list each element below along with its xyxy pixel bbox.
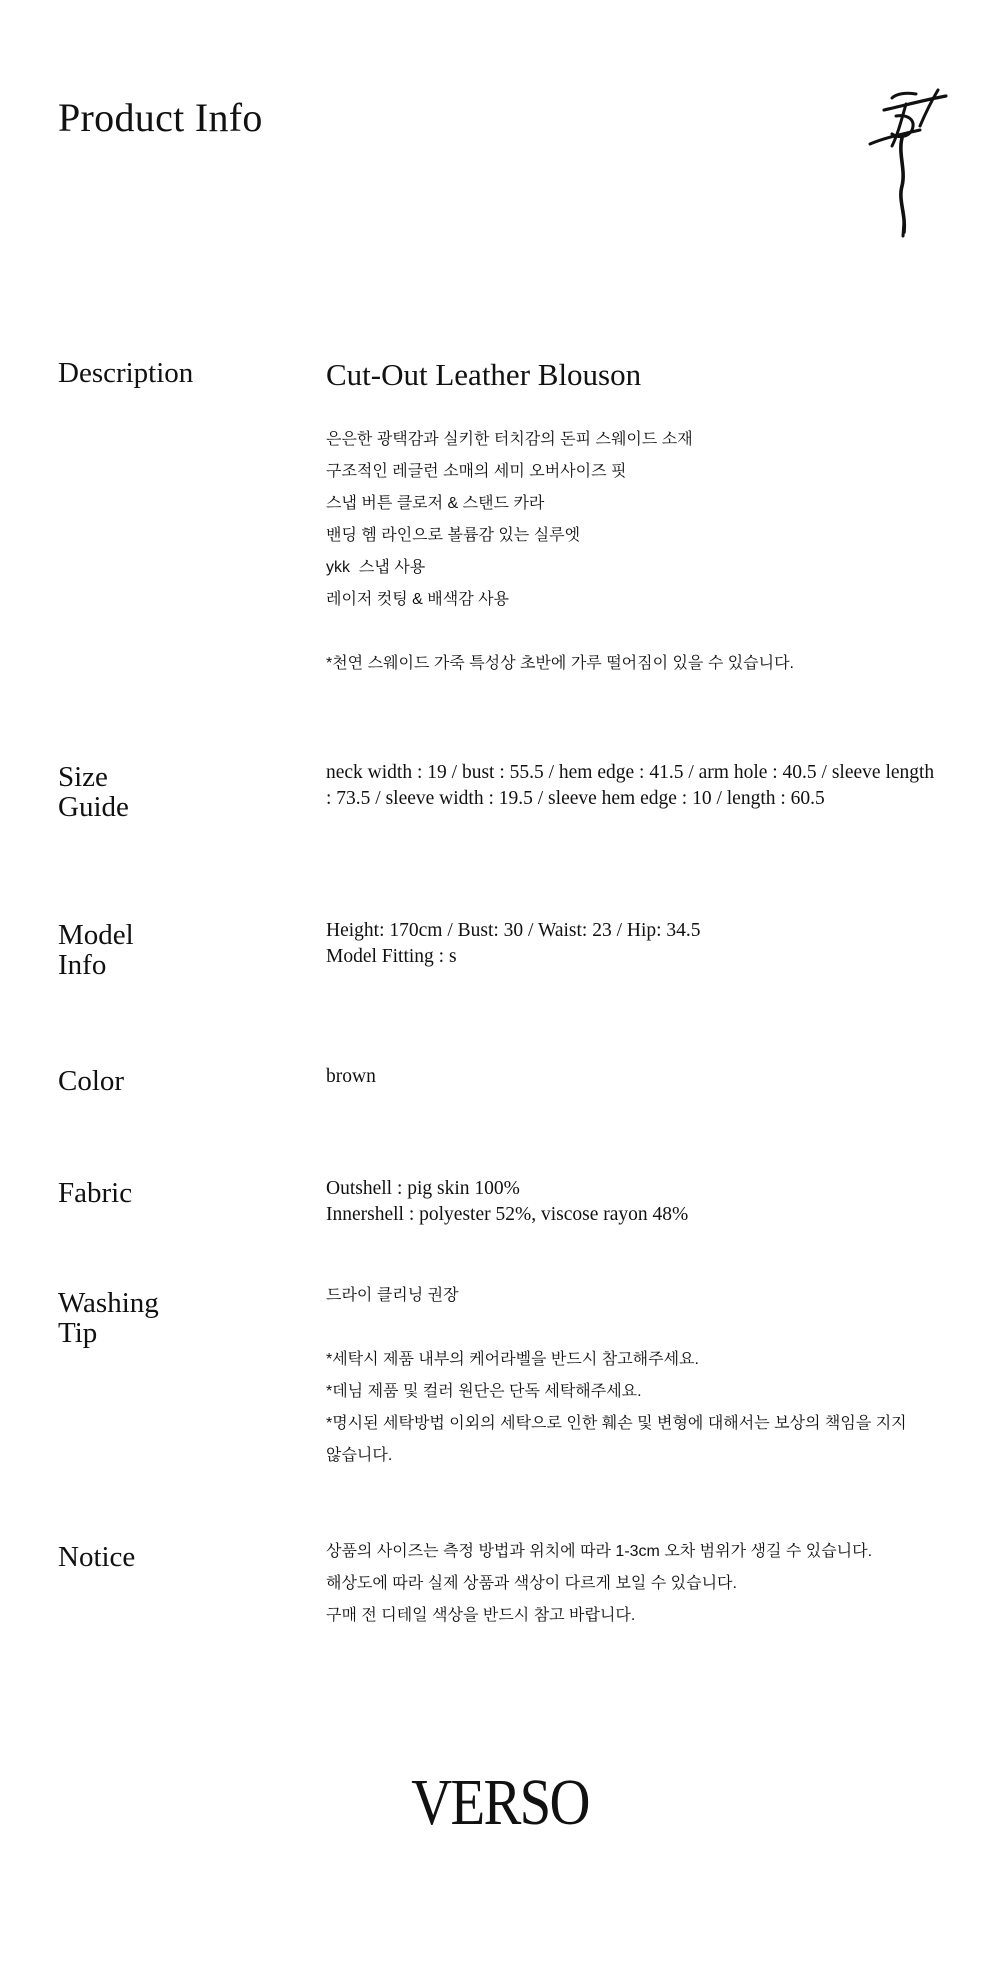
size-guide-label [58,762,298,822]
model-info-label-line2: Info [58,949,107,981]
washing-tip-main: 드라이 클리닝 권장 [326,1287,459,1304]
model-info-label [58,920,298,980]
description-line: 밴딩 헴 라인으로 볼륨감 있는 실루엣 [326,527,581,544]
size-guide-label-line2: Guide [58,791,129,823]
washing-tip-label [58,1288,298,1348]
color-label: Color [58,1065,125,1097]
washing-tip-content [326,1280,936,1472]
model-fitting: Model Fitting : s [326,946,457,967]
color-content [326,1064,936,1090]
description-line: 은은한 광택감과 실키한 터치감의 돈피 스웨이드 소재 [326,431,693,448]
page-title: Product Info [58,95,263,140]
description-line: ykk 스냅 사용 [326,559,426,576]
model-info-label-line1: Model [58,919,134,951]
notice-label: Notice [58,1541,136,1573]
product-name: Cut-Out Leather Blouson [326,357,642,392]
notice-line: 상품의 사이즈는 측정 방법과 위치에 따라 1-3cm 오차 범위가 생길 수 있습니다. [326,1543,873,1560]
description-line: 스냅 버튼 클로저 & 스탠드 카라 [326,495,545,512]
size-guide-content [326,760,936,812]
washing-tip-note: *데님 제품 및 컬러 원단은 단독 세탁해주세요. [326,1383,642,1400]
size-guide-label-line1: Size [58,761,108,793]
fabric-label: Fabric [58,1177,133,1209]
washing-tip-label-line2: Tip [58,1317,98,1349]
fabric-innershell: Innershell : polyester 52%, viscose rayon 48% [326,1204,689,1225]
color-value: brown [326,1066,376,1087]
notice-line: 구매 전 디테일 색상을 반드시 참고 바랍니다. [326,1607,636,1624]
brand-logo: VERSO [411,1766,589,1839]
notice-content [326,1536,936,1632]
washing-tip-note: *명시된 세탁방법 이외의 세탁으로 인한 훼손 및 변형에 대해서는 보상의 책임을 지지 않습니다. [326,1415,907,1464]
model-measurements: Height: 170cm / Bust: 30 / Waist: 23 / Hip: 34.5 [326,920,701,941]
model-info-content [326,918,936,970]
washing-tip-note: *세탁시 제품 내부의 케어라벨을 반드시 참고해주세요. [326,1351,699,1368]
description-line: 레이저 컷팅 & 배색감 사용 [326,591,510,608]
signature-mark-icon [862,86,952,241]
description-note: *천연 스웨이드 가죽 특성상 초반에 가루 떨어짐이 있을 수 있습니다. [326,655,794,672]
description-line: 구조적인 레글런 소매의 세미 오버사이즈 핏 [326,463,627,480]
notice-line: 해상도에 따라 실제 상품과 색상이 다르게 보일 수 있습니다. [326,1575,737,1592]
washing-tip-label-line1: Washing [58,1287,159,1319]
fabric-content [326,1176,936,1228]
description-label: Description [58,357,194,389]
description-content [326,356,936,680]
fabric-outshell: Outshell : pig skin 100% [326,1178,520,1199]
size-guide-text: neck width : 19 / bust : 55.5 / hem edge : 41.5 / arm hole : 40.5 / sleeve length : 73.5 / sleeve width : 19.5 / sleeve hem edge : 10 / length : 60.5 [326,762,935,809]
